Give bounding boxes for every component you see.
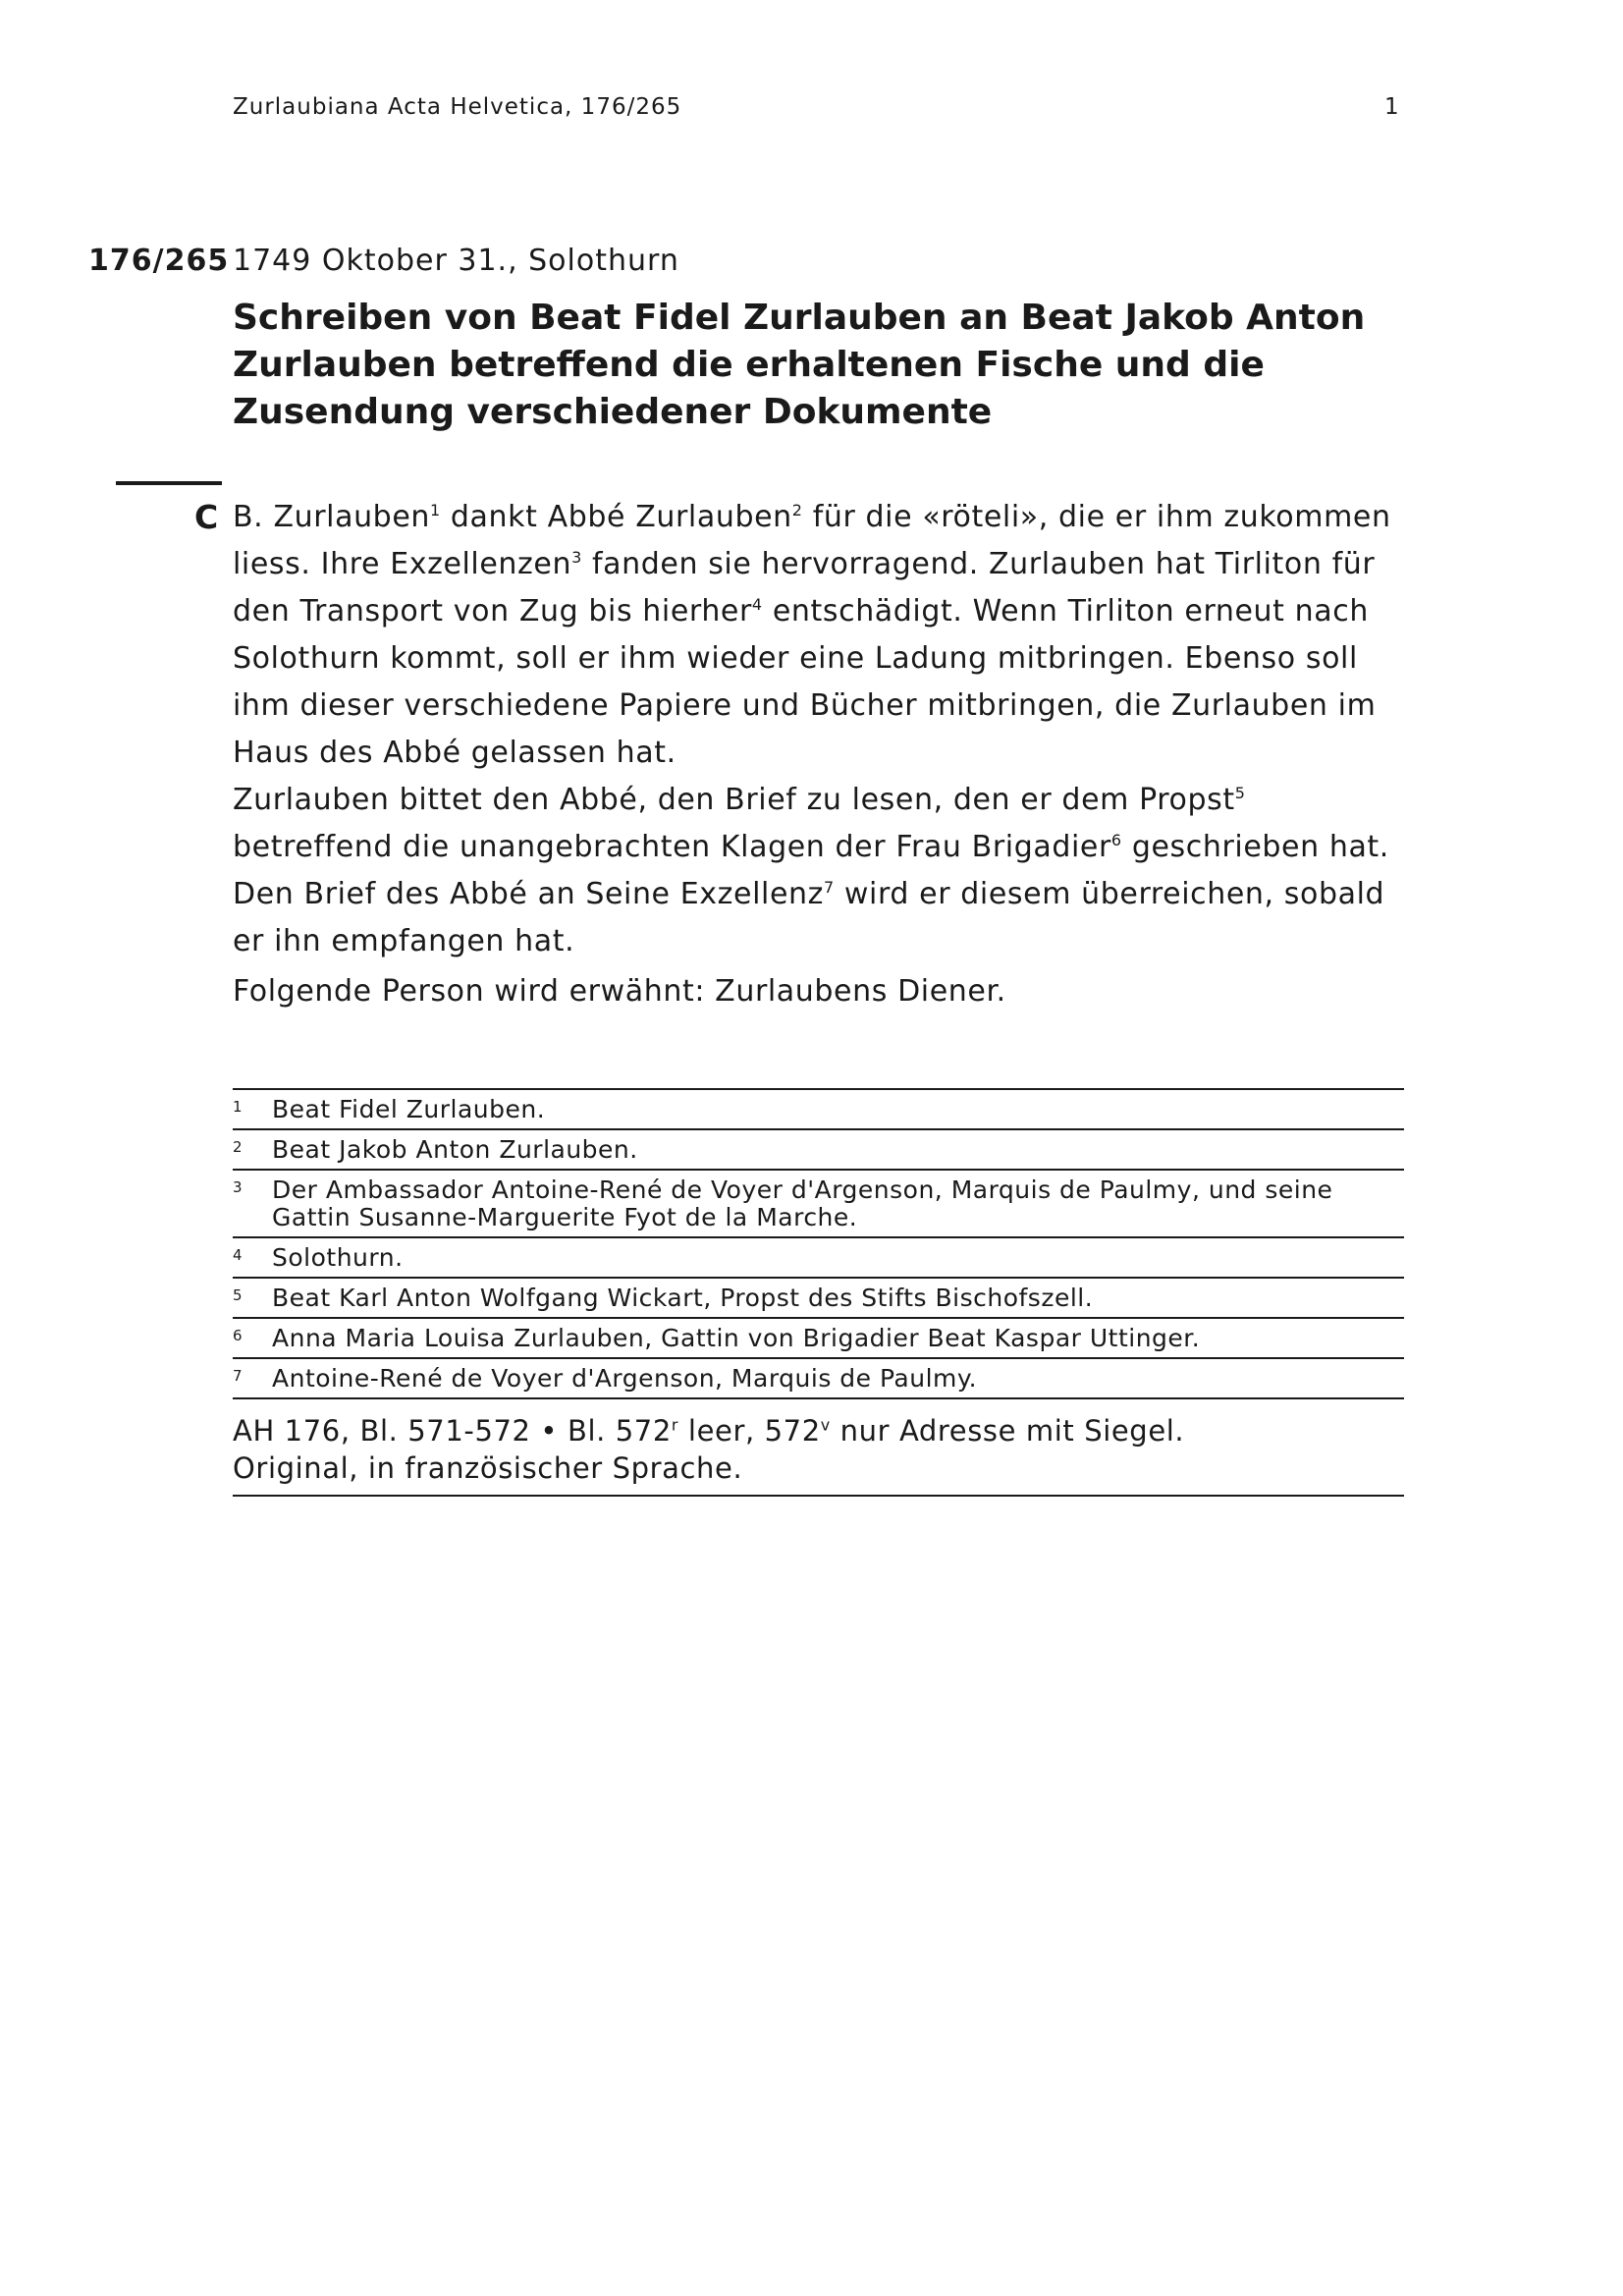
summary-text: geschrieben hat. Den Brief des Abbé an Seine Exzellenz [233,830,1389,911]
footnote-number: 5 [233,1286,243,1304]
summary-text: Zurlauben bittet den Abbé, den Brief zu lesen, den er dem Propst [233,783,1235,817]
document-date-place: 1749 Oktober 31., Solothurn [233,244,679,278]
footnote-list [233,1088,1404,1399]
footnote-number: 1 [233,1098,243,1116]
footnote [233,1090,1404,1130]
footnote [233,1238,1404,1279]
footnote-ref: 5 [1234,784,1246,802]
page-number: 1 [1384,94,1399,120]
footnote [233,1279,1404,1319]
source-line-1 [233,1412,1404,1449]
summary-paragraph [233,494,1411,965]
footnote-ref: 3 [571,548,582,567]
footnote-text: Anna Maria Louisa Zurlauben, Gattin von Brigadier Beat Kaspar Uttinger. [272,1324,1201,1352]
margin-rule [116,481,222,485]
footnote-ref: 1 [430,501,441,519]
footnote [233,1359,1404,1399]
summary-text: B. Zurlauben [233,500,430,534]
margin-mark: C [194,498,219,536]
footnote-text: Beat Karl Anton Wolfgang Wickart, Propst des Stifts Bischofszell. [272,1284,1094,1312]
summary-text: entschädigt. Wenn Tirliton erneut nach Solothurn kommt, soll er ihm wieder eine Ladung mitbringen. Ebenso soll ihm dieser verschiedene Papiere und Bücher mitbringen, die Zurlauben im Haus des Abbé gelassen hat. [233,594,1377,770]
summary-text: dankt Abbé Zurlauben [440,500,792,534]
footnote-number: 3 [233,1178,243,1196]
footnote-text: Beat Jakob Anton Zurlauben. [272,1135,638,1164]
footnote-ref: 6 [1110,831,1122,849]
footnote-text: Antoine-René de Voyer d'Argenson, Marquis de Paulmy. [272,1364,978,1393]
source-address-text: nur Adresse mit Siegel. [830,1414,1185,1448]
summary-text: fanden sie hervorragend. Zurlauben hat Tirliton für den Transport von Zug bis hierher [233,547,1376,629]
document-number: 176/265 [88,244,230,278]
source-folio-text: leer, 572 [678,1414,821,1448]
footnote-ref: 4 [751,595,763,614]
running-title: Zurlaubiana Acta Helvetica, 176/265 [233,94,682,120]
summary-text: für die «röteli», die er ihm zukommen liess. Ihre Exzellenzen [233,500,1391,581]
footnote-number: 4 [233,1246,243,1264]
summary-text: betreffend die unangebrachten Klagen der Frau Brigadier [233,830,1111,864]
footnote-text: Solothurn. [272,1243,404,1272]
document-title: Schreiben von Beat Fidel Zurlauben an Beat Jakob Anton Zurlauben betreffend die erhaltenen Fische und die Zusendung verschiedener Dokumente [233,298,1366,432]
source-shelfmark: AH 176, Bl. 571-572 • Bl. 572 [233,1414,672,1448]
footnote [233,1171,1404,1238]
recto-mark: r [671,1415,679,1435]
footnote-ref: 7 [823,878,835,897]
persons-mentioned: Folgende Person wird erwähnt: Zurlaubens Diener. [233,974,1006,1009]
footnote-text: Beat Fidel Zurlauben. [272,1095,546,1123]
source-line-2: Original, in französischer Sprache. [233,1451,743,1485]
footnote-ref: 2 [791,501,803,519]
footnote [233,1130,1404,1171]
footnote-number: 2 [233,1138,243,1156]
footnote-number: 7 [233,1367,243,1385]
footnote-number: 6 [233,1327,243,1344]
footnote-text: Der Ambassador Antoine-René de Voyer d'Argenson, Marquis de Paulmy, und seine Gattin Susanne-Marguerite Fyot de la Marche. [272,1175,1333,1231]
footnote [233,1319,1404,1359]
summary-text: wird er diesem überreichen, sobald er ihn empfangen hat. [233,877,1385,958]
verso-mark: v [820,1415,831,1435]
source-note [233,1406,1404,1497]
